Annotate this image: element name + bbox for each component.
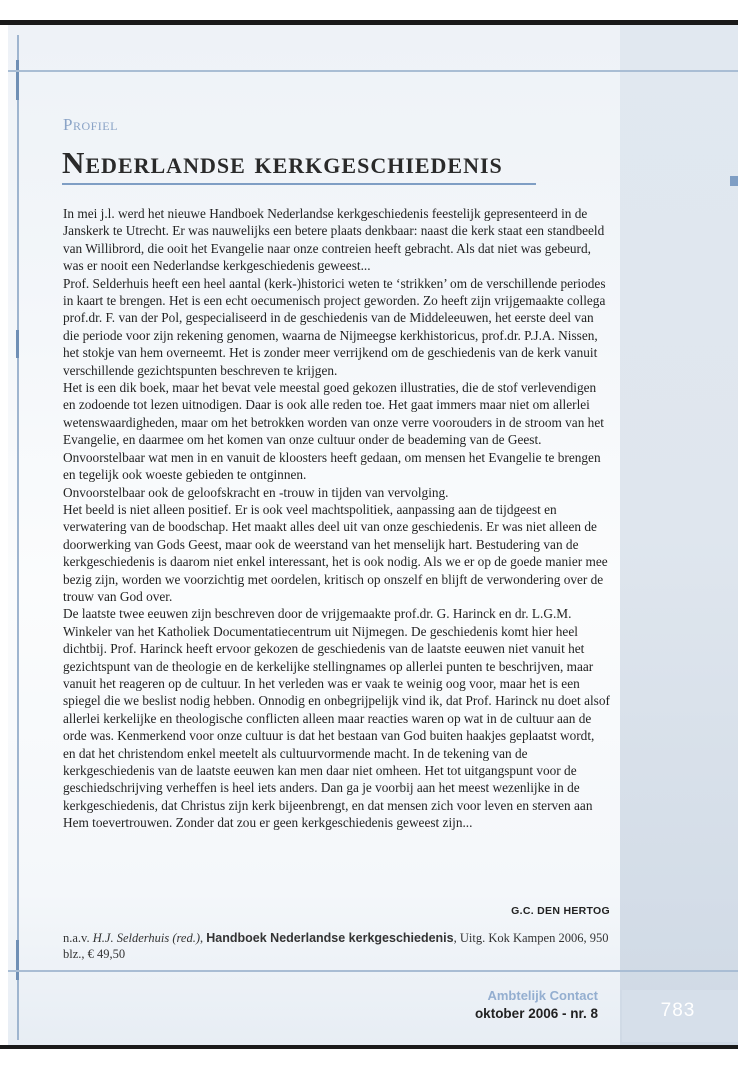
paragraph: De laatste twee eeuwen zijn beschreven door de vrijgemaakte prof.dr. G. Harinck en dr. L.G.M. Winkeler van het Katholiek Documentatiecentrum uit Nijmegen. De geschiedenis komt hier heel dichtbij. Prof. Harinck heeft ervoor gekozen de geschiedenis van de laatste eeuwen niet vanuit het gezichtspunt van de theologie en de kerkelijke stellingnames op allerlei punten te beschrijven, maar vanuit het reageren op de cultuur. In het verleden was er vaak te weinig oog voor, maar het is een spiegel die we beslist nodig hebben. Onnodig en onbegrijpelijk vind ik, dat Prof. Harinck nu doet alsof allerlei kerkelijke en theologische conflicten alleen maar reacties waren op wat in de cultuur aan de orde was. Kenmerkend voor onze cultuur is dat het bestaan van God buiten haakjes geplaatst wordt, en dat het christendom enkel meetelt als cultuurvormende macht. In de tekening van de kerkgeschiedenis van de laatste eeuwen kan men daar niet omheen. Het tot uitgangspunt voor de geschiedschrijving verheffen is heel iets anders. Dan ga je voorbij aan het meest wezenlijke in de kerkgeschiedenis, dat Christus zijn kerk bijeenbrengt, en dat mensen zich voor leven en sterven aan Hem toevertrouwen. Zonder dat zou er geen kerkgeschiedenis geweest zijn... — [63, 606, 610, 831]
book-reference — [63, 930, 610, 962]
paragraph: In mei j.l. werd het nieuwe Handboek Nederlandse kerkgeschiedenis feestelijk gepresenteerd in de Janskerk te Utrecht. Er was nauwelijks een betere plaats denkbaar: naast die kerk staat een standbeeld van Willibrord, die ooit het Evangelie naar onze contreien heeft gebracht. Als dat niet was gebeurd, was er nooit een Nederlandse kerkgeschiedenis geweest... — [63, 206, 605, 274]
reference-publisher: , Uitg. Kok Kampen 2006, 950 blz., € 49,50 — [63, 931, 609, 961]
right-margin-band — [620, 25, 738, 1045]
binding-mark — [16, 60, 19, 100]
bottom-rule — [8, 970, 738, 972]
edge-tab — [730, 176, 738, 186]
issue-label: oktober 2006 - nr. 8 — [474, 1006, 598, 1021]
reference-prefix: n.a.v. — [63, 931, 93, 945]
paragraph: Het is een dik boek, maar het bevat vele meestal goed gekozen illustraties, die de stof verlevendigen en zodoende tot lezen uitnodigen. Daar is ook alle reden toe. Het gaat immers maar niet om allerlei wetenswaardigheden, maar om het betrokken worden van onze verre voorouders in de stroom van het Evangelie, en daarmee om het komen van onze cultuur onder de beademing van de Geest. Onvoorstelbaar wat men in en vanuit de kloosters heeft gedaan, om mensen het Evangelie te brengen en tegelijk ook woeste gebieden te ontginnen. — [63, 380, 604, 483]
bottom-border — [0, 1045, 738, 1049]
paragraph: Het beeld is niet alleen positief. Er is ook veel machtspolitiek, aanpassing aan de tijdgeest en verwatering van de boodschap. Het maakt alles deel uit van onze geschiedenis. Er was niet alleen de doorwerking van Gods Geest, maar ook de weerstand van het menselijk hart. Bestudering van de kerkgeschiedenis is daarom niet enkel interessant, het is ook nodig. Als we er op de goede manier mee bezig zijn, worden we voorzichtig met oordelen, kritisch op onszelf en blijft de verwondering over de trouw van God over. — [63, 501, 608, 604]
binding-mark — [16, 940, 19, 980]
reference-book-title: Handboek Nederlandse kerkgeschiedenis — [206, 931, 454, 945]
title-underline — [62, 183, 536, 185]
paragraph: Prof. Selderhuis heeft een heel aantal (kerk-)historici weten te ‘strikken’ om de verschillende periodes in kaart te brengen. Het is een echt oecumenisch project geworden. Zo heeft zijn vrijgemaakte collega prof.dr. F. van der Pol, gespecialiseerd in de geschiedenis van de Middeleeuwen, het eerste deel van die periode voor zijn rekening genomen, waarna de Nijmeegse kerkhistoricus, prof.dr. P.J.A. Nissen, het stokje van hem overneemt. Het is zonder meer verrijkend om de geschiedenis van de kerk vanuit verschillende gezichtspunten beschreven te krijgen. — [63, 275, 606, 378]
reference-separator: , — [200, 931, 207, 945]
author-signature: G.C. DEN HERTOG — [511, 905, 610, 917]
reference-editor: H.J. Selderhuis (red.) — [92, 931, 201, 945]
paragraph: Onvoorstelbaar ook de geloofskracht en -trouw in tijden van vervolging. — [63, 484, 449, 500]
magazine-name: Ambtelijk Contact — [487, 988, 598, 1003]
page-number: 783 — [660, 1000, 696, 1021]
binding-line — [17, 35, 19, 1040]
article-body — [63, 205, 610, 832]
section-label: Profiel — [63, 115, 118, 134]
top-rule — [8, 70, 738, 72]
binding-mark — [16, 330, 19, 358]
article-title: Nederlandse kerkgeschiedenis — [62, 145, 503, 180]
